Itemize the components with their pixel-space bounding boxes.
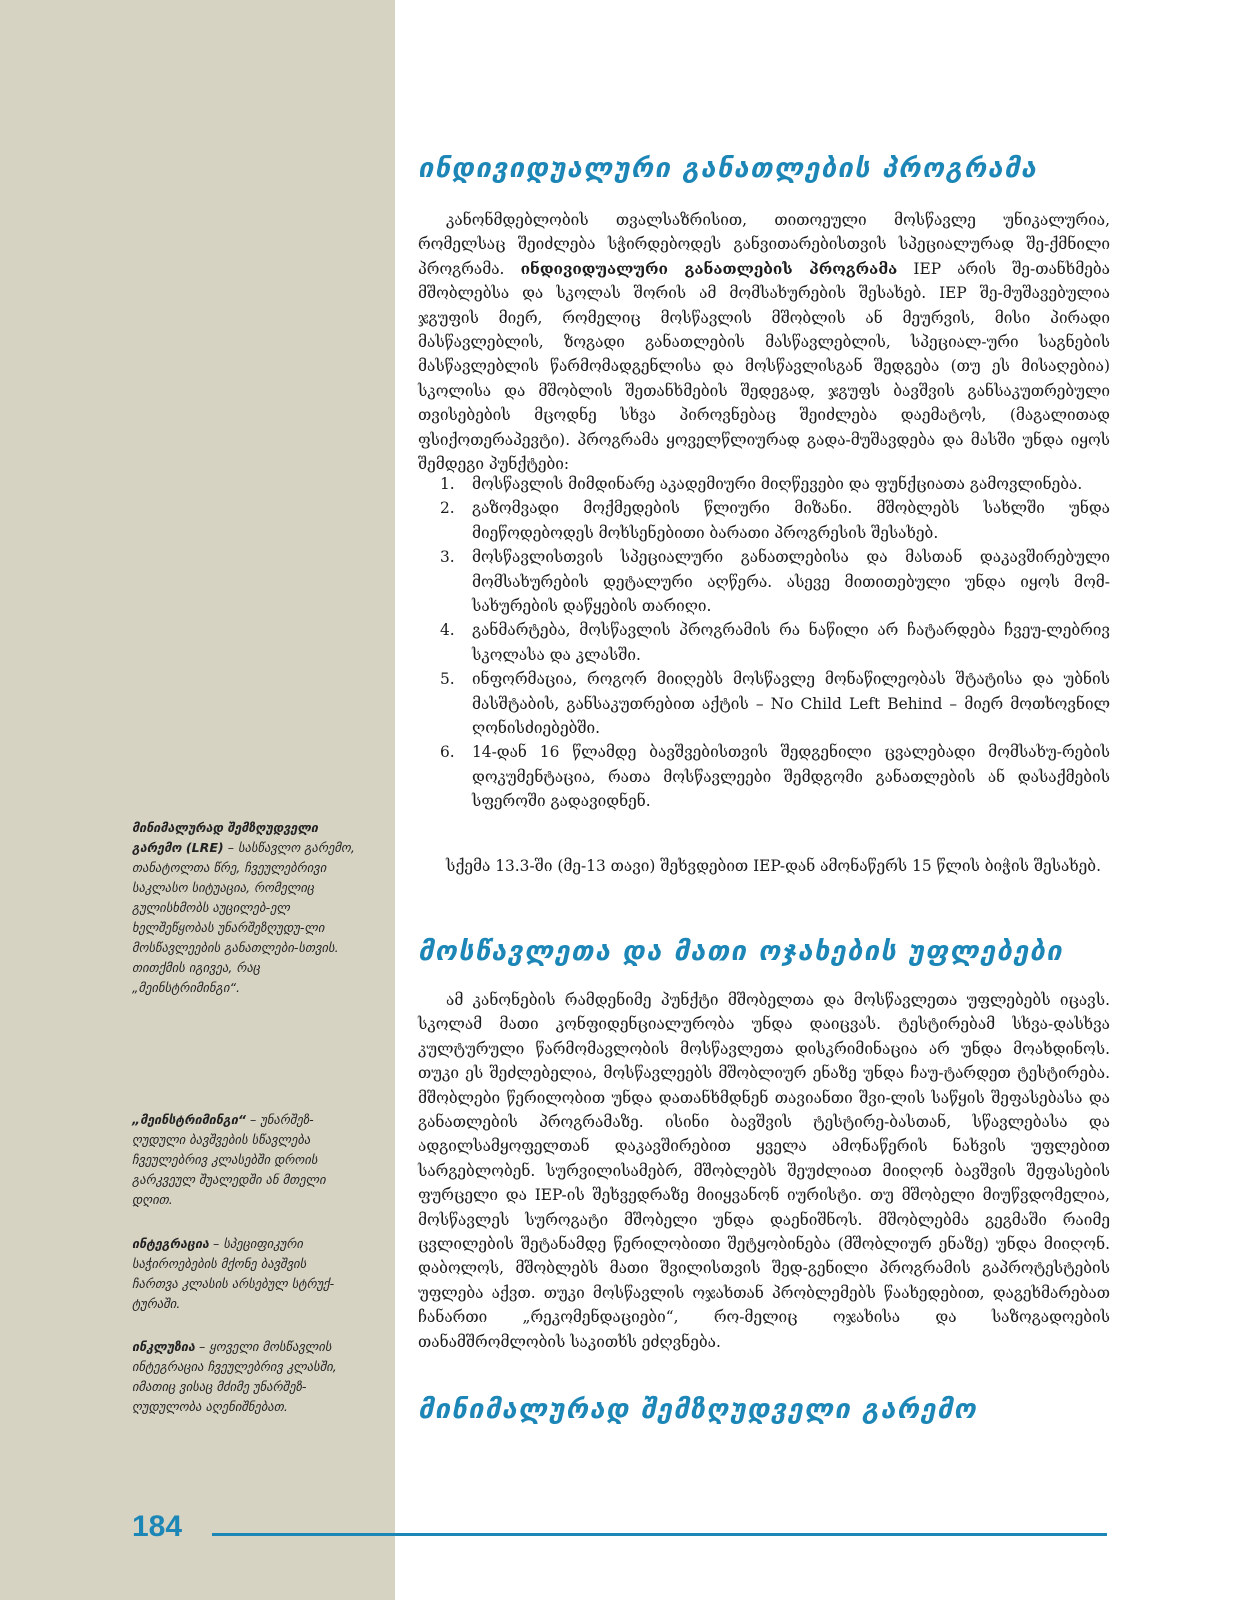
section-heading-rights: მოსწავლეთა და მათი ოჯახების უფლებები: [418, 936, 1063, 967]
section-heading-iep: ინდივიდუალური განათლების პროგრამა: [418, 153, 1038, 184]
section-heading-lre: მინიმალურად შემზღუდველი გარემო: [418, 1394, 978, 1425]
glossary-definition: – სპეციფიკური საჭიროებების მქონე ბავშვის ჩართვა კლასის არსებულ სტრუქ-ტურაში.: [132, 1236, 335, 1311]
glossary-note-lre: [132, 818, 356, 998]
list-number: 1.: [440, 475, 455, 493]
glossary-note-inclusion: [132, 1337, 356, 1417]
list-number: 2.: [440, 499, 455, 518]
list-number: 6.: [440, 743, 455, 762]
text-run: კანონმდებლობის თვალსაზრისით, თითოეული მოსწავლე უნიკალურია, რომელსაც შეიძლება სჭირდებოდეს განვითარებისთვის სპეციალურად შე-ქმნილი პროგრამა.: [418, 211, 1110, 278]
list-text: გაზომვადი მოქმედების წლიური მიზანი. მშობლებს სახლში უნდა მიეწოდებოდეს მოხსენებითი ბარათი პროგრესის შესახებ.: [472, 499, 1110, 542]
list-item: [418, 667, 1110, 740]
list-item: [418, 472, 1110, 496]
schema-reference-paragraph: სქემა 13.3-ში (მე-13 თავი) შეხვდებით IEP-დან ამონაწერს 15 წლის ბიჭის შესახებ.: [446, 857, 1101, 875]
footer-rule: [212, 1533, 1107, 1536]
iep-intro-paragraph: [418, 208, 1110, 476]
iep-required-items-list: [418, 472, 1110, 814]
glossary-term: ინტეგრაცია: [132, 1236, 210, 1251]
list-text: განმარტება, მოსწავლის პროგრამის რა ნაწილი არ ჩატარდება ჩვეუ-ლებრივ სკოლასა და კლასში.: [472, 621, 1110, 664]
list-text: მოსწავლისთვის სპეციალური განათლებისა და მასთან დაკავშირებული მომსახურების დეტალური აღწერა. ასევე მითითებული უნდა იყოს მომ-სახურების დაწყების თარიღი.: [472, 548, 1110, 616]
glossary-term: „მეინსტრიმინგი“: [132, 1112, 247, 1127]
list-number: 5.: [440, 670, 455, 689]
list-number: 4.: [440, 621, 455, 640]
list-text: ინფორმაცია, როგორ მიიღებს მოსწავლე მონაწილეობას შტატისა და უბნის მასშტაბის, განსაკუთრებით აქტის – No Child Left Behind – მიერ მოთხოვნილ ღონისძიებებში.: [472, 670, 1110, 738]
glossary-definition: – უნარშეზ-ღუდული ბავშვების სწავლება ჩვეულებრივ კლასებში დროის გარკვეულ შუალედში ან მთელი დღით.: [132, 1112, 326, 1207]
text-run: IEP არის შე-თანხმება მშობლებსა და სკოლას შორის ამ მომსახურების შესახებ. IEP შე-მუშავებულია ჯგუფის მიერ, რომელიც მოსწავლის მშობლის ან მეურვის, მისი პირადი მასწავლებლის, ზოგადი განათლების მასწავლებლის, სპეციალ-ური საგნების მასწავლებლის წარმომადგენლისა და მოსწავლისგან შედგება (თუ ეს მისაღებია) სკოლისა და მშობლის შეთანხმების შედეგად, ჯგუფს ბავშვის განსაკუთრებული თვისებების მცოდნე სხვა პიროვნებაც შეიძლება დაემატოს, (მაგალითად ფსიქოთერაპევტი). პროგრამა ყოველწლიურად გადა-მუშავდება და მასში უნდა იყოს შემდეგი პუნქტები:: [418, 259, 1110, 474]
list-item: [418, 496, 1110, 545]
list-text: მოსწავლის მიმდინარე აკადემიური მიღწევები და ფუნქციათა გამოვლინება.: [472, 475, 1083, 493]
glossary-term: მინიმალურად შემზღუდველი გარემო (LRE): [132, 820, 318, 855]
page-number: 184: [132, 1510, 183, 1543]
list-item: [418, 545, 1110, 618]
glossary-note-integration: [132, 1234, 356, 1314]
list-number: 3.: [440, 548, 455, 567]
list-item: [418, 618, 1110, 667]
glossary-term: ინკლუზია: [132, 1339, 195, 1354]
glossary-definition: – სასწავლო გარემო, თანატოლთა წრე, ჩვეულებრივი საკლასო სიტუაცია, რომელიც გულისხმობს აუცილებ-ელ ხელშეწყობას უნარშეზღუდუ-ლი მოსწავლეების განათლები-სთვის. თითქმის იგივეა, რაც „მეინსტრიმინგი“.: [132, 840, 355, 995]
glossary-definition: – ყოველი მოსწავლის ინტეგრაცია ჩვეულებრივ კლასში, იმათიც ვისაც მძიმე უნარშეზ-ღუდულობა აღენიშნებათ.: [132, 1339, 337, 1414]
list-item: [418, 740, 1110, 813]
rights-paragraph: ამ კანონების რამდენიმე პუნქტი მშობელთა და მოსწავლეთა უფლებებს იცავს. სკოლამ მათი კონფიდენციალურობა უნდა დაიცვას. ტესტირებამ სხვა-დასხვა კულტურული წარმომავლობის მოსწავლეთა დისკრიმინაცია არ უნდა მოახდინოს. თუკი ეს შეძლებელია, მოსწავლეებს მშობლიურ ენაზე უნდა ჩაუ-ტარდეთ ტესტირება. მშობლები წერილობით უნდა დათანხმდნენ თავიანთი შვი-ლის საწყის შეფასებასა და განათლების პროგრამაზე. ისინი ბავშვის ტესტირე-ბასთან, სწავლებასა და ადგილსამყოფელთან დაკავშირებით ყველა ამონაწერის ნახვის უფლებით სარგებლობენ. სურვილისამებრ, მშობლებს შეუძლიათ მიიღონ ბავშვის შეფასების ფურცელი და IEP-ის შეხვედრაზე მიიყვანონ იურისტი. თუ მშობელი მიუწვდომელია, მოსწავლეს სუროგატი მშობელი უნდა დაენიშნოს. მშობლებმა გეგმაში რაიმე ცვლილების შეტანამდე წერილობითი შეტყობინება (მშობლიურ ენაზე) უნდა მიიღონ. დაბოლოს, მშობლებს მათი შვილისთვის შედ-გენილი პროგრამის გაპროტესტების უფლება აქვთ. თუკი მოსწავლის ოჯახთან პრობლემებს წაახედებით, დაგეხმარებათ ჩანართი „რეკომენდაციები“, რო-მელიც ოჯახისა და საზოგადოების თანამშრომლობის საკითხს ეძღვნება.: [418, 991, 1110, 1351]
bold-term: ინდივიდუალური განათლების პროგრამა: [520, 259, 898, 278]
list-text: 14-დან 16 წლამდე ბავშვებისთვის შედგენილი ცვალებადი მომსახუ-რების დოკუმენტაცია, რათა მოსწავლეები შემდგომი განათლების ან დასაქმების სფეროში გადავიდნენ.: [472, 743, 1110, 811]
glossary-note-mainstreaming: [132, 1110, 356, 1210]
